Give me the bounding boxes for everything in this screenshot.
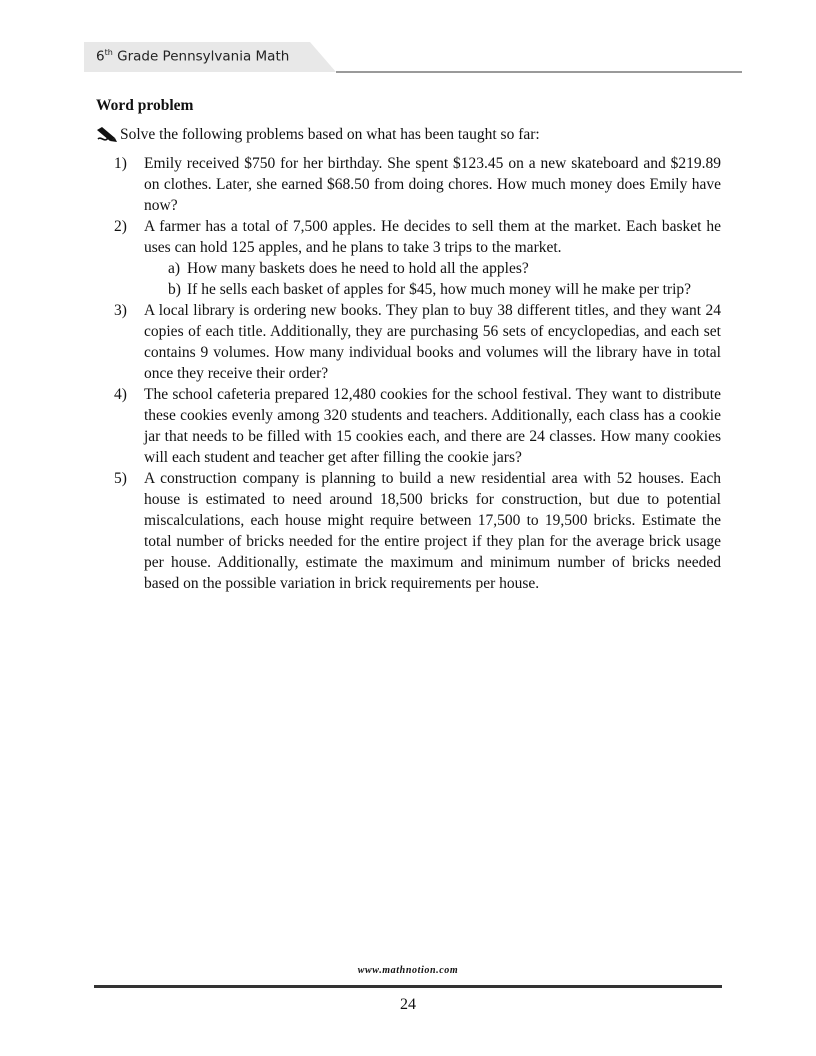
- instruction-text: Solve the following problems based on what has been taught so far:: [120, 126, 540, 143]
- pencil-writing-icon: [96, 127, 118, 143]
- subquestion-text: If he sells each basket of apples for $45, how much money will he make per trip?: [187, 281, 692, 298]
- header-title: 6th Grade Pennsylvania Math: [96, 48, 290, 65]
- problem-4: [114, 384, 721, 468]
- problem-number: 1): [114, 155, 127, 172]
- subquestion-text: How many baskets does he need to hold all the apples?: [187, 260, 529, 277]
- problem-body: [144, 216, 721, 300]
- subquestion-list: [144, 258, 721, 300]
- subquestion-a: [144, 258, 721, 279]
- problem-1: [114, 153, 721, 216]
- problem-text: A farmer has a total of 7,500 apples. He decides to sell them at the market. Each basket he uses can hold 125 apples, and he plans to take 3 trips to the market.: [144, 218, 721, 256]
- problem-text: The school cafeteria prepared 12,480 cookies for the school festival. They want to distribute these cookies evenly among 320 students and teachers. Additionally, each class has a cookie jar that needs to be filled with 15 cookies each, and there are 24 classes. How many cookies will each student and teacher get after filling the cookie jars?: [144, 386, 721, 466]
- header-rule: [336, 71, 742, 73]
- problem-text: A local library is ordering new books. They plan to buy 38 different titles, and they want 24 copies of each title. Additionally, they are purchasing 56 sets of encyclopedias, and each set contains 9 volumes. How many individual books and volumes will the library have in total once they receive their order?: [144, 302, 721, 382]
- footer-rule: [94, 985, 722, 988]
- problem-number: 3): [114, 302, 127, 319]
- problem-5: [114, 468, 721, 594]
- page-number: 24: [400, 996, 416, 1013]
- footer-url[interactable]: www.mathnotion.com: [357, 965, 459, 976]
- subquestion-label: b): [168, 281, 181, 298]
- problem-2: [114, 216, 721, 300]
- subquestion-b: [144, 279, 721, 300]
- problem-text: Emily received $750 for her birthday. She spent $123.45 on a new skateboard and $219.89 on clothes. Later, she earned $68.50 from doing chores. How much money does Emily have now?: [144, 155, 721, 214]
- problem-number: 5): [114, 470, 127, 487]
- problem-list: [114, 153, 721, 594]
- problem-number: 2): [114, 218, 127, 235]
- section-heading: Word problem: [96, 97, 194, 114]
- problem-text: A construction company is planning to build a new residential area with 52 houses. Each house is estimated to need around 18,500 bricks for construction, but due to potential miscalculations, each house might require between 17,500 to 19,500 bricks. Estimate the total number of bricks needed for the entire project if they plan for the average brick usage per house. Additionally, estimate the maximum and minimum number of bricks needed based on the possible variation in brick requirements per house.: [144, 470, 721, 592]
- subquestion-label: a): [168, 260, 181, 277]
- problem-number: 4): [114, 386, 127, 403]
- instruction: [96, 126, 540, 144]
- problem-3: [114, 300, 721, 384]
